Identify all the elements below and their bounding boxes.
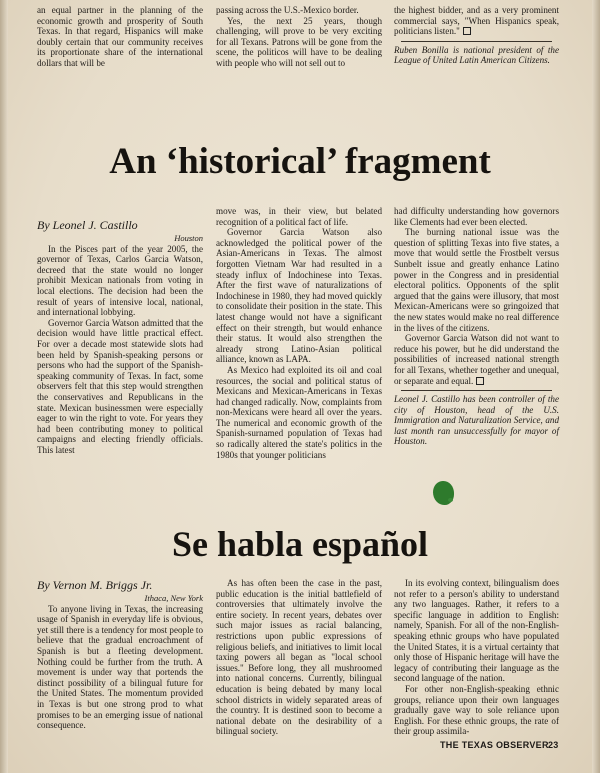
paragraph: In its evolving context, bilingualism does not refer to a person's ability to understand any two languages. Rather, it refers to a specific language in addition to English: namely, Spanish. For all of the non-English-speaking ethnic groups who have populated the United States, it is a virtual certainty that only those of Hispanic heritage will have the legacy of contributing their language as the second language of the nation. (394, 578, 559, 684)
top-article-column-3 (394, 5, 559, 66)
end-mark-icon (476, 377, 484, 385)
article1-column-2 (216, 206, 382, 460)
headline: An ‘historical’ fragment (109, 141, 491, 182)
green-ink-blot-speck (448, 498, 453, 502)
publication-name: THE TEXAS OBSERVER (440, 740, 549, 750)
headline: Se habla español (171, 524, 429, 564)
paragraph-text: Governor Garcia Watson did not want to reduce his power, but he did understand the possibilities of increased national strength for all Texans, whether together and unequal, or separate and equal. (394, 333, 559, 386)
paragraph: Governor Garcia Watson admitted that the decision would have little practical effect. For over a decade most statewide slots had been held by Spanish-speaking persons or persons who had the support of the Spanish-speaking community of Texas. In fact, some observers felt that this step would strengthen the conservatives and Republicans in the state. Mexican businessmen were especially eager to win the right to vote. For years they had been contributing money to political campaigns and electing friendly officials. This latest (37, 317, 203, 455)
dateline: Houston (174, 233, 203, 243)
page-edge-left (0, 0, 8, 773)
paragraph: In the Pisces part of the year 2005, the governor of Texas, Carlos Garcia Watson, decreed that the state would no longer prohibit Mexican nationals from voting in local elections. The decision had been the result of years of intensive local, national, and international lobbying. (37, 243, 203, 318)
paragraph: To anyone living in Texas, the increasing usage of Spanish in everyday life is obvious, yet still there is a tendency for most people to believe that the gradual encroachment of Spanish is but a fleeting development. Nothing could be further from the truth. A movement is under way that portends the distinct possibility of a bilingual future for the United States. The momentum provided in Texas is but one strong prod to what promises to be an emerging issue of national consequence. (37, 603, 203, 731)
paragraph: move was, in their view, but belated recognition of a political fact of life. (216, 206, 382, 227)
article1-column-3 (394, 206, 559, 447)
paragraph: For other non-English-speaking ethnic groups, reliance upon their own languages gradually gave way to sole reliance upon English. For these ethnic groups, the rate of their group assimila- (394, 683, 559, 737)
paragraph: Governor Garcia Watson also acknowledged the political power of the Asian-Americans in Texas. The almost forgotten Vietnam War had resulted in a steady influx of Indochinese into Texas. After the first wave of naturalizations of Indochinese in 1980, they had moved quickly to consolidate their position in the state. This latest change would not have a significant effect on their strength, but would enhance their status. It would also strengthen the already strong Latino-Asian political alliance, known as LAPA. (216, 227, 382, 365)
page-number: 23 (548, 740, 559, 750)
paragraph-text: the highest bidder, and as a very prominent commercial says, "When Hispanics speak, politicians listen." (394, 5, 559, 37)
paragraph: The burning national issue was the question of splitting Texas into five states, a move that would settle the Frostbelt versus Sunbelt issue and greatly enhance Latino power in the Congress and in presidential electoral politics. Opponents of the split argued that the gains were illusory, that most Mexican-Americans were so gringoized that the new states would make no real difference in the lives of the citizens. (394, 227, 559, 333)
top-article-column-2 (216, 5, 382, 69)
page-edge-right (592, 0, 600, 773)
article1-column-1 (37, 218, 203, 455)
article2-column-2 (216, 578, 382, 737)
author-bio: Ruben Bonilla is national president of the League of United Latin American Citizens. (394, 44, 559, 66)
end-mark-icon (463, 27, 471, 35)
paragraph (394, 333, 559, 386)
paragraph: an equal partner in the planning of the economic growth and prosperity of South Texas. In that regard, Hispanics will make doubly certain that our community receives its proportionate share of the international dollars that will be (37, 5, 203, 68)
divider (401, 390, 553, 391)
byline: By Leonel J. Castillo (37, 218, 138, 232)
byline: By Vernon M. Briggs Jr. (37, 578, 153, 592)
dateline: Ithaca, New York (144, 593, 203, 603)
divider (401, 41, 553, 42)
top-article-column-1 (37, 5, 203, 69)
paragraph (394, 5, 559, 37)
paragraph: Yes, the next 25 years, though challenging, will prove to be very exciting for all Texans. Patrons will be gone from the scene, the politicos will have to be dealing with people who will not sell out to (216, 15, 382, 68)
article2-column-1 (37, 578, 203, 731)
author-bio: Leonel J. Castillo has been controller of the city of Houston, head of the U.S. Immigration and Naturalization Service, and last month ran unsuccessfully for mayor of Houston. (394, 394, 559, 447)
paragraph: passing across the U.S.-Mexico border. (216, 5, 359, 15)
paragraph: As Mexico had exploited its oil and coal resources, the social and political status of Mexicans and Mexican-Americans in Texas had changed radically. Now, complaints from non-Mexicans were heard all over the years. The numerical and economic growth of the Spanish-surnamed population of Texas had so radically altered the state's politics in the 1980s that younger politicians (216, 364, 382, 460)
paragraph: As has often been the case in the past, public education is the initial battlefield of controversies that ultimately involve the entire society. In recent years, debates over such major issues as racial balancing, restrictions upon public expressions of religious beliefs, and initiatives to limit local taxing powers all began as "local school issues." Before long, they all mushroomed into national concerns. Currently, bilingual education is being debated by many local school districts in widely separated areas of the country. It is destined soon to become a national debate on the desirability of a bilingual society. (216, 578, 382, 737)
article2-column-3 (394, 578, 559, 737)
paragraph: had difficulty understanding how governors like Clements had ever been elected. (394, 206, 559, 227)
